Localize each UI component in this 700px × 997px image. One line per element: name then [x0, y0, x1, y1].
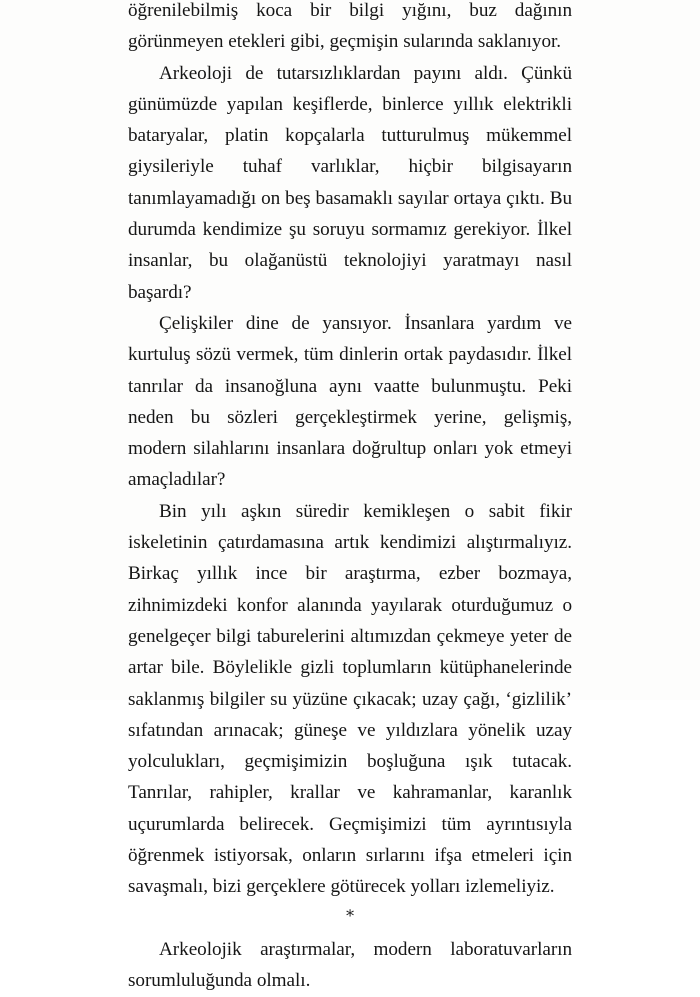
paragraph-millennium-fixed-idea: Bin yılı aşkın süredir kemikleşen o sabit fikir iskeletinin çatırdamasına artık kendimizi alıştırmalıyız. Birkaç yıllık ince bir araştırma, ezber bozmaya, zihnimizdeki konfor alanında yayılarak oturduğumuz o genelgeçer bilgi taburelerini altımızdan çekmeye yeter de artar bile. Böylelikle gizli toplumların kütüphanelerinde saklanmış bilgiler su yüzüne çıkacak; uzay çağı, ‘gizlilik’ sıfatından arınacak; güneşe ve yıldızlara yönelik uzay yolculukları, geçmişimizin boşluğuna ışık tutacak. Tanrılar, rahipler, krallar ve kahramanlar, karanlık uçurumlarda belirecek. Geçmişimizi tüm ayrıntısıyla öğrenmek istiyorsak, onların sırlarını ifşa etmeleri için savaşmalı, bizi gerçeklere götürecek yolları izlemeliyiz.	[128, 500, 572, 898]
section-separator	[128, 903, 572, 934]
text-column	[128, 0, 572, 997]
paragraph-contradictions-religion: Çelişkiler dine de yansıyor. İnsanlara yardım ve kurtuluş sözü vermek, tüm dinlerin ortak paydasıdır. İlkel tanrılar da insanoğluna aynı vaatte bulunmuştu. Peki neden bu sözleri gerçekleştirmek yerine, gelişmiş, modern silahlarını insanlara doğrultup onları yok etmeyi amaçladılar?	[128, 312, 572, 491]
paragraph-continued-opening: öğrenilebilmiş koca bir bilgi yığını, buz dağının görünmeyen etekleri gibi, geçmişin sularında saklanıyor.	[128, 0, 572, 53]
paragraph-archaeological-research: Arkeolojik araştırmalar, modern laboratuvarların sorumluluğunda olmalı.	[128, 938, 572, 992]
paragraph-archaeology-inconsistencies: Arkeoloji de tutarsızlıklardan payını aldı. Çünkü günümüzde yapılan keşiflerde, binlerce yıllık elektrikli bataryalar, platin kopçalarla tutturulmuş mükemmel giysileriyle tuhaf varlıklar, hiçbir bilgisayarın tanımlayamadığı on beş basamaklı sayılar ortaya çıktı. Bu durumda kendimize şu soruyu sormamız gerekiyor. İlkel insanlar, bu olağanüstü teknolojiyi yaratmayı nasıl başardı?	[128, 62, 572, 303]
asterisk-icon: ∗	[344, 904, 356, 922]
